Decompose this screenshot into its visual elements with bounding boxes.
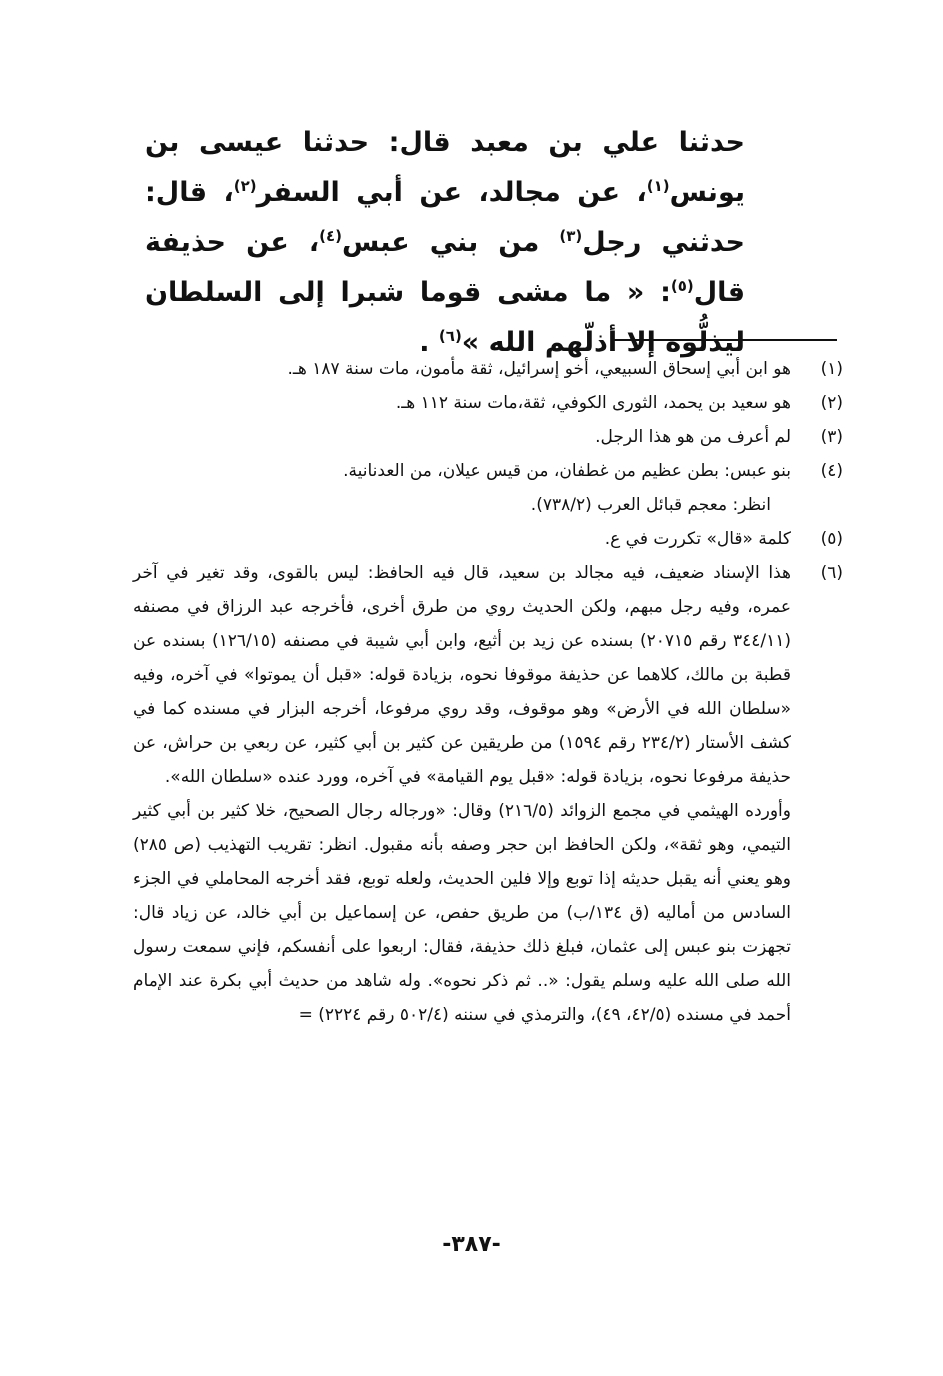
page-number: -٣٨٧- <box>442 1232 501 1257</box>
hadith-text-part: ، عن حذيفة قال <box>145 227 745 308</box>
hadith-text-part: . <box>419 327 439 358</box>
footnote-number: (٤) <box>820 461 843 481</box>
footnote-4 <box>133 454 843 522</box>
footnote-text: هذا الإسناد ضعيف، فيه مجالد بن سعيد، قال فيه الحافظ: ليس بالقوى، وقد تغير في آخر عمره، وفيه رجل مبهم، ولكن الحديث روي من طرق أخرى، فأخرجه عبد الرزاق في مصنفه (٣٤٤/١١ رقم ٢٠٧١٥) بسنده عن زيد بن أثيع، وابن أبي شيبة في مصنفه (١٢٦/١٥) بسنده عن قطبة بن مالك، كلاهما عن حذيفة موقوفا نحوه، بزيادة قوله: «قبل أن يموتوا» في آخره، وفيه «سلطان الله في الأرض» وهو موقوف، وقد روي مرفوعا، أخرجه البزار في مسنده كما في كشف الأستار (٢٣٤/٢ رقم ١٥٩٤) من طريقين عن كثير بن أبي كثير، عن ربعي بن حراش، عن حذيفة مرفوعا نحوه، بزيادة قوله: «قبل يوم القيامة» في آخره، وورد عنده «سلطان الله». <box>133 563 791 787</box>
footnote-number: (٢) <box>820 393 843 413</box>
footnote-2 <box>133 386 843 420</box>
hadith-paragraph <box>145 118 745 368</box>
footnote-text: هو سعيد بن يحمد، الثورى الكوفي، ثقة،مات سنة ١١٢ هـ. <box>395 393 791 413</box>
footnote-text: كلمة «قال» تكررت في ع. <box>604 529 791 549</box>
footnote-number: (١) <box>820 359 843 379</box>
footnote-ref-3: (٣) <box>559 227 583 245</box>
footnote-1 <box>133 352 843 386</box>
hadith-text-part: من بني عبس <box>342 227 560 258</box>
footnote-number: (٣) <box>820 427 843 447</box>
footnotes <box>133 352 843 1032</box>
main-text <box>145 118 745 368</box>
footnote-6 <box>133 556 843 1032</box>
footnote-ref-5: (٥) <box>670 277 694 295</box>
footnote-ref-6: (٦) <box>438 327 462 345</box>
footnote-3 <box>133 420 843 454</box>
hadith-text-part: ، قال: حدثني رجل <box>145 177 745 258</box>
hadith-text-part: : « ما مشى قوما شبرا إلى السلطان ليذلُّوه إلا أذلّهم الله » <box>145 277 745 358</box>
hadith-text-part: حدثنا علي بن معبد قال: حدثنا عيسى بن يونس <box>145 127 746 208</box>
footnote-ref-4: (٤) <box>319 227 343 245</box>
hadith-text-part: ، عن مجالد، عن أبي السفر <box>256 177 647 208</box>
footnote-text: لم أعرف من هو هذا الرجل. <box>595 427 791 447</box>
footnote-text: انظر: معجم قبائل العرب (٧٣٨/٢). <box>530 495 771 515</box>
footnote-ref-2: (٢) <box>233 177 257 195</box>
footnote-number: (٦) <box>820 563 843 583</box>
footnote-ref-1: (١) <box>646 177 670 195</box>
footnote-separator <box>611 339 837 341</box>
footnote-text: هو ابن أبي إسحاق السبيعي، أخو إسرائيل، ثقة مأمون، مات سنة ١٨٧ هـ. <box>287 359 791 379</box>
footnote-text: بنو عبس: بطن عظيم من غطفان، من قيس عيلان، من العدنانية. <box>343 461 791 481</box>
footnote-5 <box>133 522 843 556</box>
footnote-text: وأورده الهيثمي في مجمع الزوائد (٢١٦/٥) وقال: «ورجاله رجال الصحيح، خلا كثير بن أبي كثير التيمي، وهو ثقة»، ولكن الحافظ ابن حجر وصفه بأنه مقبول. انظر: تقريب التهذيب (ص ٢٨٥) وهو يعني أنه يقبل حديثه إذا توبع وإلا فلين الحديث، ولعله توبع، فقد أخرجه المحاملي في الجزء السادس من أماليه (ق ١٣٤/ب) من طريق حفص، عن إسماعيل بن أبي خالد، عن زياد قال: تجهزت بنو عبس إلى عثمان، فبلغ ذلك حذيفة، فقال: اربعوا على أنفسكم، فإني سمعت رسول الله صلى الله عليه وسلم يقول: «.. ثم ذكر نحوه». وله شاهد من حديث أبي بكرة عند الإمام أحمد في مسنده (٤٢/٥، ٤٩)، والترمذي في سننه (٥٠٢/٤ رقم ٢٢٢٤) = <box>133 801 791 1025</box>
footnote-number: (٥) <box>820 529 843 549</box>
